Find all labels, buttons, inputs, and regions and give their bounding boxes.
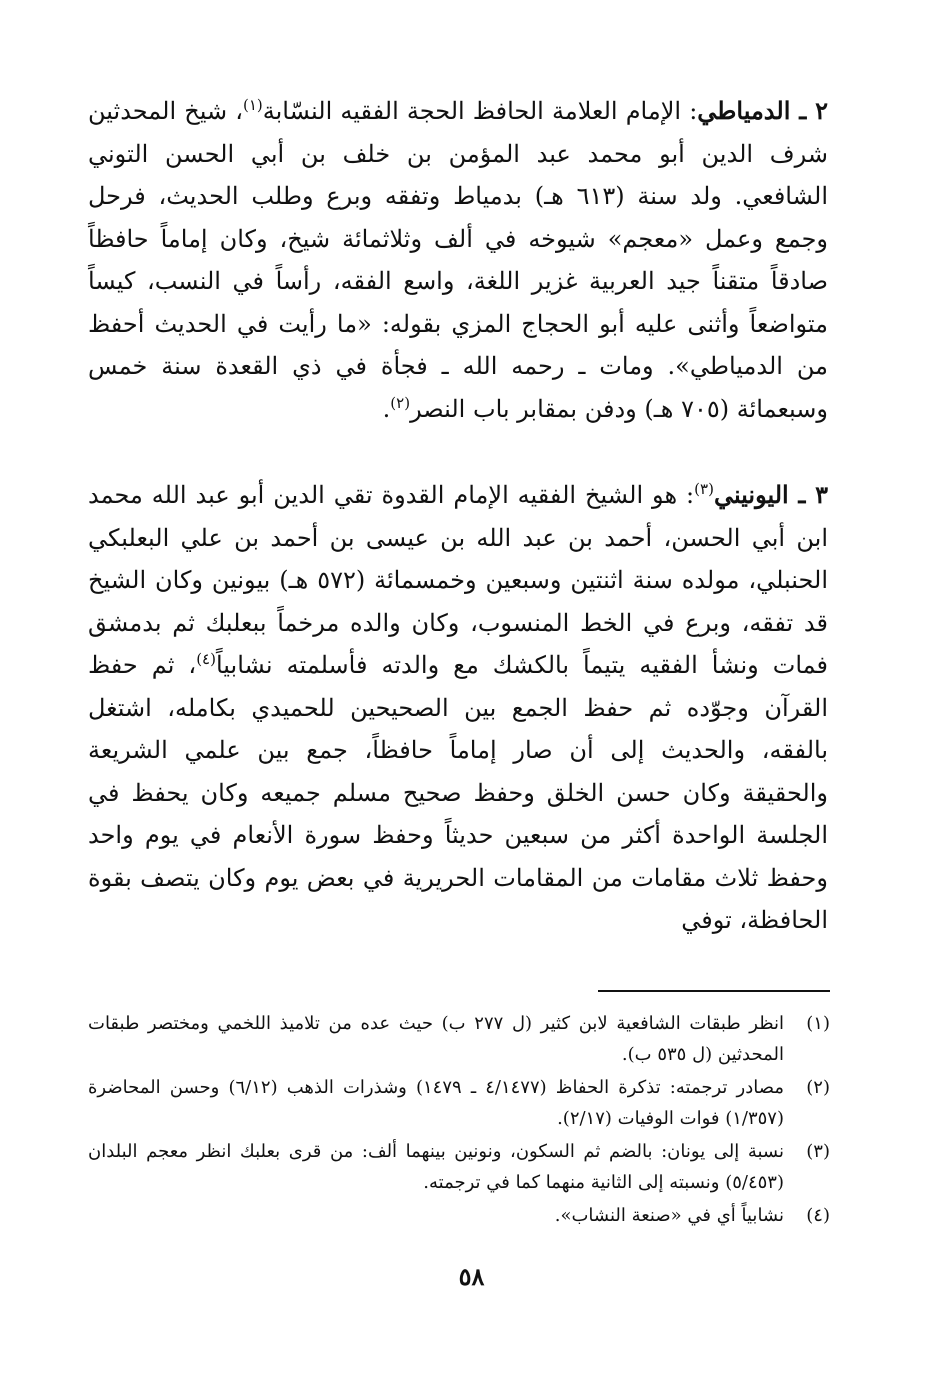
entry-body: ، شيخ المحدثين شرف الدين أبو محمد عبد المؤمن بن خلف بن أبي الحسن التوني الشافعي. ولد سنة (٦١٣ هـ) بدمياط وتفقه وبرع وطلب الحديث، فرحل وجمع وعمل «معجم» شيوخه في ألف وثلاثمائة شيخ، وكان إماماً حافظاً صادقاً متقناً جيد العربية غزير اللغة، واسع الفقه، رأساً في النسب، كيساً متواضعاً وأثنى عليه أبو الحجاج المزي بقوله: «ما رأيت في الحديث أحفظ من الدمياطي». ومات ـ رحمه الله ـ فجأة في ذي القعدة سنة خمس وسبعمائة (٧٠٥ هـ) ودفن بمقابر باب النصر [88,97,829,423]
entry-lead-text: : الإمام العلامة الحافظ الحجة الفقيه النسّابة [262,97,698,125]
footnote-number: (٣) [806,1141,830,1162]
footnote-number: (٤) [806,1205,830,1226]
entry-body-continued: ، ثم حفظ القرآن وجوّده ثم حفظ الجمع بين الصحيحين للحميدي بكامله، اشتغل بالفقه، والحديث إلى أن صار إماماً حافظاً، جمع بين علمي الشريعة والحقيقة وكان حسن الخلق وحفظ صحيح مسلم جميعه وكان يحفظ في الجلسة الواحدة أكثر من سبعين حديثاً وحفظ سورة الأنعام في يوم واحد وحفظ ثلاث مقامات من المقامات الحريرية في بعض يوم وكان يتصف بقوة الحافظة، توفي [88,651,829,934]
entry-name: الدمياطي [697,96,791,125]
footnote-text: انظر طبقات الشافعية لابن كثير (ل ٢٧٧ ب) حيث عده من تلاميذ اللخمي ومختصر طبقات المحدثين (ل ٥٣٥ ب). [88,1013,784,1065]
footnote-number: (١) [806,1013,830,1034]
footnote-ref[interactable]: (٤) [196,650,216,668]
entry-dimyati [88,90,828,430]
footnote-ref[interactable]: (٢) [390,393,411,412]
footnote-ref[interactable]: (٣) [694,480,714,498]
entry-number: ٢ ـ [790,96,828,125]
entry-end-punctuation: . [382,394,391,423]
page-number: ٥٨ [458,1262,485,1291]
entry-number: ٣ ـ [788,480,828,509]
footnotes [88,1008,830,1233]
footnote-text: مصادر ترجمته: تذكرة الحفاظ (٤/١٤٧٧ ـ ١٤٧٩) وشذرات الذهب (٦/١٢) وحسن المحاضرة (١/٣٥٧) فوات الوفيات (٢/١٧). [88,1077,784,1129]
footnote-number: (٢) [806,1077,830,1098]
main-text [88,90,828,942]
footnote [88,1072,830,1134]
footnote-ref[interactable]: (١) [242,96,263,114]
footnote-divider [598,990,830,992]
footnote [88,1200,830,1231]
footnote-text: نسبة إلى يونان: بالضم ثم السكون، ونونين بينهما ألف: من قرى بعلبك انظر معجم البلدان (٥/٤٥٣) ونسبته إلى الثانية منهما كما في ترجمته. [88,1141,784,1193]
entry-body: : هو الشيخ الفقيه الإمام القدوة تقي الدين أبو عبد الله محمد ابن أبي الحسن، أحمد بن عبد الله بن عيسى بن أحمد بن علي البعلبكي الحنبلي، مولده سنة اثنتين وسبعين وخمسمائة (٥٧٢ هـ) بيونين وكان الشيخ قد تفقه، وبرع في الخط المنسوب، وكان والده مرخماً ببعلبك ثم بدمشق فمات ونشأ الفقيه يتيماً بالكشك مع والدته فأسلمته نشابياً [88,481,829,679]
entry-name: اليونيني [713,480,789,509]
entry-yunini [88,474,828,942]
footnote-text: نشابياً أي في «صنعة النشاب». [554,1205,784,1226]
footnote [88,1136,830,1198]
footnote [88,1008,830,1070]
